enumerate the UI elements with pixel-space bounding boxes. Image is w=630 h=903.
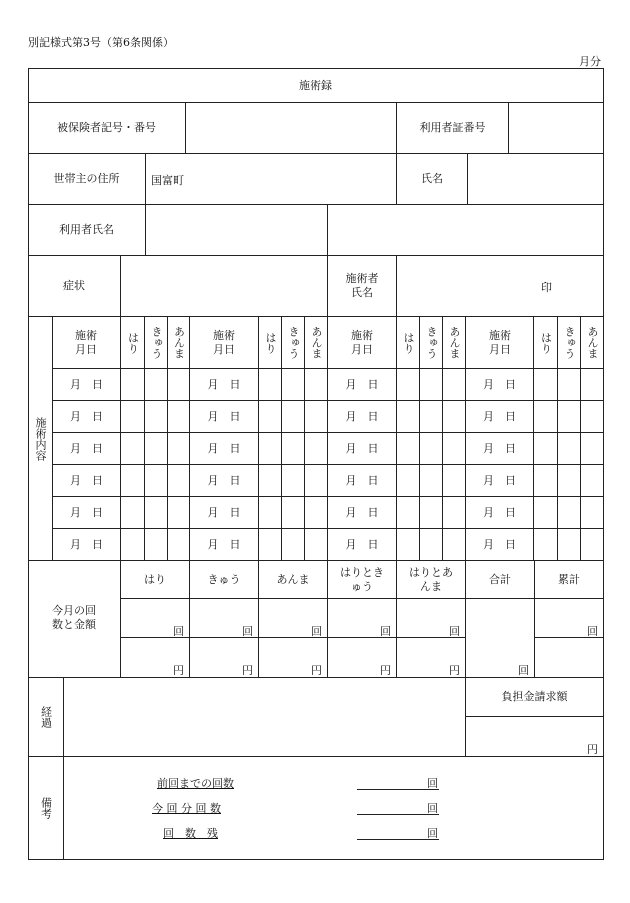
treatment-date-cell[interactable]: 月 日 — [70, 441, 103, 455]
treatment-date-cell[interactable]: 月 日 — [483, 537, 516, 551]
summary-hari-header: はり — [144, 572, 166, 586]
treatment-date-cell[interactable]: 月 日 — [345, 537, 379, 551]
remarks-prev-label: 前回までの回数 — [157, 777, 234, 790]
month-label: 月分 — [579, 55, 601, 68]
anma-header: あんま — [448, 326, 462, 359]
practitioner-label: 施術者氏名 — [345, 272, 379, 299]
summary-yen-unit: 円 — [173, 664, 184, 677]
hari-header: はり — [539, 331, 553, 354]
anma-header: あんま — [172, 326, 186, 359]
remarks-this-label: 今 回 分 回 数 — [152, 802, 221, 815]
summary-total-header: 合計 — [489, 572, 511, 586]
treatment-date-cell[interactable]: 月 日 — [345, 505, 379, 519]
summary-count-unit: 回 — [587, 625, 598, 638]
form-id: 別記様式第3号（第6条関係） — [28, 36, 174, 49]
treatment-date-cell[interactable]: 月 日 — [70, 537, 103, 551]
symptom-label: 症状 — [63, 279, 85, 293]
remarks-remain-unit: 回 — [427, 827, 438, 840]
summary-total-count-unit: 回 — [518, 664, 529, 677]
user-name-label: 利用者氏名 — [59, 223, 114, 237]
summary-kyu-header: きゅう — [207, 572, 241, 586]
hari-header: はり — [402, 331, 416, 354]
remarks-prev-unit: 回 — [427, 777, 438, 790]
insured-symbol-label: 被保険者記号・番号 — [57, 121, 156, 135]
summary-hari-anma-header: はりとあんま — [409, 565, 453, 593]
treatment-date-cell[interactable]: 月 日 — [70, 377, 103, 391]
summary-count-unit: 回 — [380, 625, 391, 638]
treatment-date-header: 施術月日 — [489, 329, 511, 356]
treatment-date-cell[interactable]: 月 日 — [207, 441, 241, 455]
treatment-date-cell[interactable]: 月 日 — [207, 505, 241, 519]
kyu-header: きゅう — [563, 326, 577, 359]
summary-count-unit: 回 — [173, 625, 184, 638]
user-cert-field[interactable] — [509, 103, 603, 153]
user-cert-label: 利用者証番号 — [419, 121, 486, 135]
remarks-label: 備考 — [39, 797, 53, 819]
treatment-date-cell[interactable]: 月 日 — [207, 537, 241, 551]
summary-cumulative-header: 累計 — [558, 572, 580, 586]
anma-header: あんま — [310, 326, 324, 359]
hari-header: はり — [126, 331, 140, 354]
treatment-date-cell[interactable]: 月 日 — [70, 473, 103, 487]
treatment-date-cell[interactable]: 月 日 — [345, 473, 379, 487]
seal-label: 印 — [541, 281, 552, 294]
treatment-date-cell[interactable]: 月 日 — [207, 473, 241, 487]
treatment-date-header: 施術月日 — [351, 329, 373, 356]
treatment-date-cell[interactable]: 月 日 — [345, 409, 379, 423]
kyu-header: きゅう — [425, 326, 439, 359]
summary-count-unit: 回 — [449, 625, 460, 638]
insured-symbol-field[interactable] — [186, 103, 396, 153]
treatment-date-cell[interactable]: 月 日 — [483, 473, 516, 487]
summary-yen-unit: 円 — [242, 664, 253, 677]
treatment-date-cell[interactable]: 月 日 — [483, 505, 516, 519]
treatment-section-label: 施術内容 — [34, 416, 48, 461]
treatment-date-cell[interactable]: 月 日 — [483, 441, 516, 455]
treatment-date-header: 施術月日 — [213, 329, 235, 356]
treatment-date-cell[interactable]: 月 日 — [345, 377, 379, 391]
treatment-date-header: 施術月日 — [75, 329, 97, 356]
summary-count-unit: 回 — [311, 625, 322, 638]
remarks-remain-label: 回 数 残 — [163, 827, 218, 840]
burden-label: 負担金請求額 — [501, 690, 568, 704]
summary-count-unit: 回 — [242, 625, 253, 638]
symptom-field[interactable] — [121, 256, 327, 316]
treatment-date-cell[interactable]: 月 日 — [207, 377, 241, 391]
hari-header: はり — [264, 331, 278, 354]
form-title: 施術録 — [299, 78, 332, 92]
anma-header: あんま — [586, 326, 600, 359]
address-field[interactable]: 国富町 — [151, 174, 184, 187]
user-name-field[interactable] — [146, 205, 327, 255]
summary-yen-unit: 円 — [449, 664, 460, 677]
treatment-date-cell[interactable]: 月 日 — [207, 409, 241, 423]
treatment-date-cell[interactable]: 月 日 — [483, 409, 516, 423]
progress-label: 経過 — [39, 706, 53, 728]
progress-field[interactable] — [64, 678, 465, 756]
treatment-date-cell[interactable]: 月 日 — [345, 441, 379, 455]
treatment-date-cell[interactable]: 月 日 — [70, 505, 103, 519]
treatment-date-cell[interactable]: 月 日 — [70, 409, 103, 423]
name-label: 氏名 — [421, 172, 443, 186]
name-field[interactable] — [468, 154, 603, 204]
address-label: 世帯主の住所 — [53, 172, 120, 186]
burden-unit: 円 — [587, 743, 598, 756]
summary-yen-unit: 円 — [311, 664, 322, 677]
remarks-this-unit: 回 — [427, 802, 438, 815]
kyu-header: きゅう — [287, 326, 301, 359]
summary-hari-kyu-header: はりときゅう — [340, 565, 384, 593]
kyu-header: きゅう — [150, 326, 164, 359]
summary-section-label: 今月の回数と金額 — [52, 604, 96, 631]
treatment-date-cell[interactable]: 月 日 — [483, 377, 516, 391]
summary-anma-header: あんま — [276, 572, 310, 586]
summary-yen-unit: 円 — [380, 664, 391, 677]
